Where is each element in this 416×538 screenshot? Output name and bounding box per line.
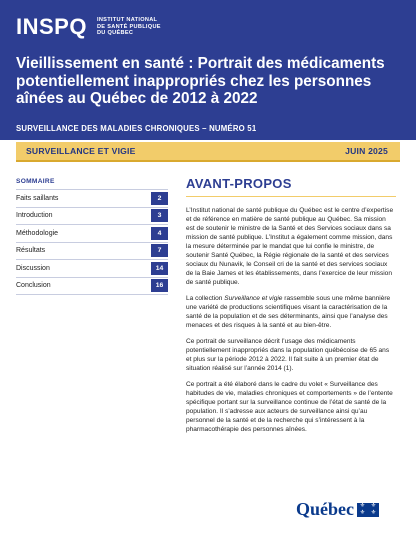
inspq-logo[interactable] bbox=[16, 14, 161, 40]
paragraph-text: rassemble sous une même bannière une variété de productions scientifiques visant la caractérisation de la santé de la population et de ses déterminants, ainsi que l’analyse des menaces et des risques à la santé et au bien-être. bbox=[186, 295, 391, 329]
toc-page-number: 4 bbox=[151, 227, 168, 240]
toc-item-label: Discussion bbox=[16, 264, 50, 272]
fleur-de-lis-flag-icon: ⚜ ⚜ ⚜ ⚜ bbox=[357, 503, 379, 517]
toc-item[interactable] bbox=[16, 224, 168, 242]
publication-date: JUIN 2025 bbox=[345, 146, 388, 156]
series-label: SURVEILLANCE DES MALADIES CHRONIQUES – NUMÉRO 51 bbox=[16, 124, 257, 133]
toc-item[interactable] bbox=[16, 189, 168, 207]
collection-band bbox=[16, 142, 400, 162]
toc-item-label: Faits saillants bbox=[16, 194, 59, 202]
toc-page-number: 14 bbox=[151, 262, 168, 275]
paragraph: Ce portrait de surveillance décrit l’usage des médicaments potentiellement inappropriés dans la population québécoise de 65 ans et plus sur la période 2012 à 2022. Il fait suite à un premier état de situation réalisé sur l’année 2014 (1). bbox=[186, 338, 390, 372]
header-banner bbox=[0, 0, 416, 140]
toc-item[interactable] bbox=[16, 207, 168, 225]
toc-item[interactable] bbox=[16, 277, 168, 296]
paragraph-text: La collection bbox=[186, 295, 225, 302]
quebec-government-logo bbox=[296, 499, 379, 520]
section-title: AVANT-PROPOS bbox=[186, 176, 396, 197]
toc-item-label: Introduction bbox=[16, 212, 53, 220]
toc-item[interactable] bbox=[16, 259, 168, 277]
logo-subtitle: INSTITUT NATIONAL DE SANTÉ PUBLIQUE DU QUÉBEC bbox=[96, 17, 161, 37]
main-content bbox=[186, 176, 396, 441]
collection-title-italic: Surveillance et vigie bbox=[224, 295, 283, 302]
paragraph: L’Institut national de santé publique du Québec est le centre d’expertise et de référence en matière de santé publique au Québec. Sa mission est de soutenir le ministre de la Santé et des Services sociaux dans sa mission de santé publique. L’Institut a également comme mission, dans la mesure déterminée par le mandat que lui confie le ministre, de soutenir Santé Québec, la Régie régionale de la santé et des services sociaux du Nunavik, le Conseil cri de la santé et des services sociaux de la Baie James et les établissements, dans l’exercice de leur mission de santé publique. bbox=[186, 207, 394, 286]
paragraph: Ce portrait a été élaboré dans le cadre du volet « Surveillance des habitudes de vie, maladies chroniques et comportements » de l’entente spécifique portant sur la surveillance continue de l’état de santé de la population. Il s’adresse aux acteurs de surveillance ainsi qu’au personnel de la santé et de la recherche qui s’intéressent à la pharmacothérapie des personnes aînées. bbox=[186, 381, 393, 433]
collection-name: SURVEILLANCE ET VIGIE bbox=[26, 146, 136, 156]
toc-page-number: 16 bbox=[151, 279, 168, 292]
toc-item-label: Résultats bbox=[16, 247, 46, 255]
toc-item-label: Conclusion bbox=[16, 282, 51, 290]
toc-page-number: 3 bbox=[151, 209, 168, 222]
toc-title: SOMMAIRE bbox=[16, 178, 55, 185]
document-title: Vieillissement en santé : Portrait des médicaments potentiellement inappropriés chez les personnes aînées au Québec de 2012 à 2022 bbox=[16, 55, 385, 107]
quebec-wordmark: Québec bbox=[296, 499, 354, 519]
toc-page-number: 7 bbox=[151, 244, 168, 257]
paragraph bbox=[186, 294, 396, 330]
table-of-contents bbox=[16, 178, 168, 295]
logo-wordmark: INSPQ bbox=[16, 14, 87, 39]
toc-item-label: Méthodologie bbox=[16, 229, 59, 237]
toc-item[interactable] bbox=[16, 242, 168, 260]
toc-page-number: 2 bbox=[151, 192, 168, 205]
